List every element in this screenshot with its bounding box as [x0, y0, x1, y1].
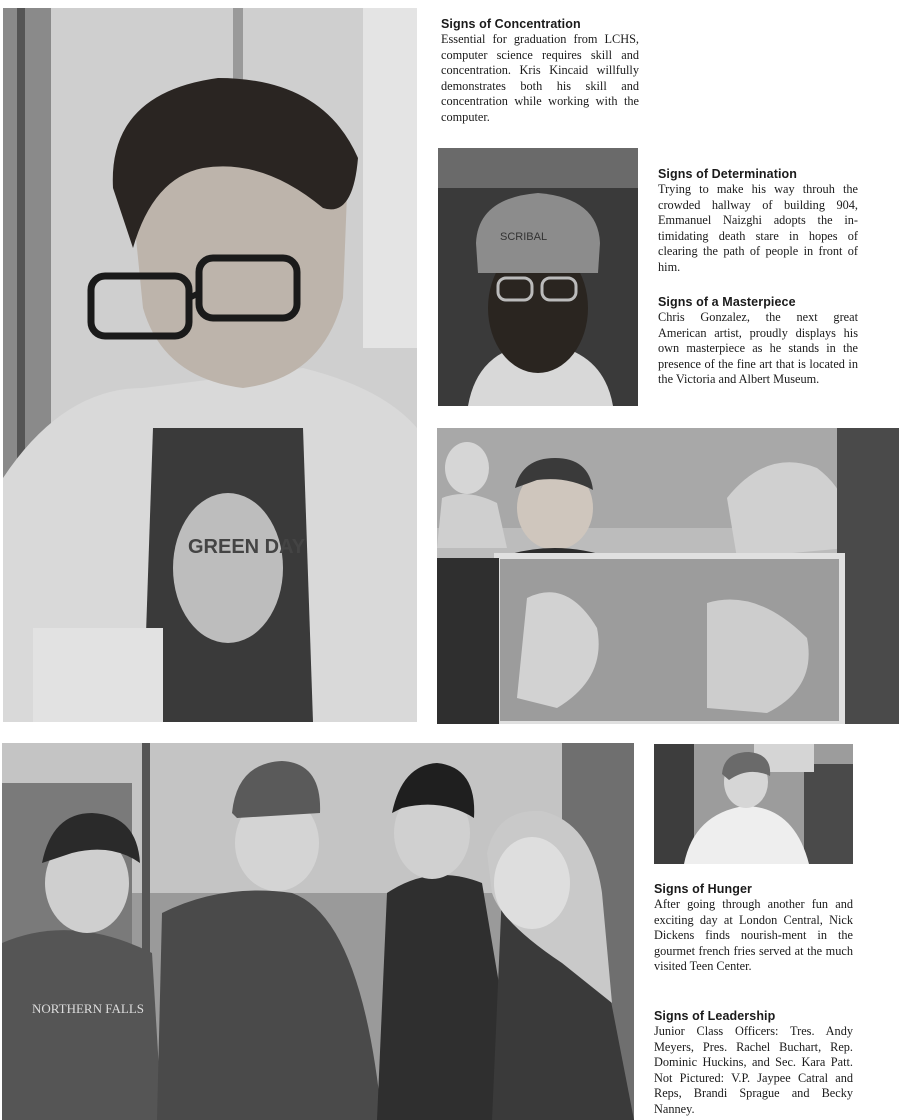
caption-determination: [658, 167, 858, 275]
caption-determination-body: Trying to make his way throuh the crowded hallway of building 904, Emmanuel Naizghi adopts the in-timidating death stare in hopes of clearing the path of people in front of him.: [658, 182, 858, 274]
photo-junior-class-officers: [2, 743, 634, 1120]
sweatshirt-print-text: NORTHERN FALLS: [32, 1001, 145, 1016]
photo-nick-dickens: [654, 744, 853, 864]
caption-hunger-title: Signs of Hunger: [654, 882, 753, 896]
caption-masterpiece-title: Signs of a Masterpiece: [658, 295, 796, 309]
caption-concentration-body: Essential for graduation from LCHS, computer science requires skill and concentration. Kris Kincaid willfully demonstrates both his skill and concentration while working with the computer.: [441, 32, 639, 124]
caption-leadership: [654, 1009, 853, 1117]
caption-hunger-body: After going through another fun and exciting day at London Central, Nick Dickens finds nourish-ment in the gourmet french fries served at the much visited Teen Center.: [654, 897, 853, 973]
caption-masterpiece: [658, 295, 858, 388]
photo-chris-gonzalez: [437, 428, 899, 724]
photo-emmanuel-naizghi: [438, 148, 638, 406]
shirt-print-text: GREEN DAY: [188, 536, 306, 558]
photo-kris-kincaid: [3, 8, 417, 722]
hat-print-text: SCRIBAL: [500, 231, 548, 243]
caption-determination-title: Signs of Determination: [658, 167, 798, 181]
caption-concentration-title: Signs of Concentration: [441, 17, 581, 31]
caption-masterpiece-body: Chris Gonzalez, the next great American artist, proudly displays his own masterpiece as he stands in the presence of the fine art that is located in the Victoria and Albert Museum.: [658, 310, 858, 386]
caption-leadership-title: Signs of Leadership: [654, 1009, 776, 1023]
caption-leadership-body: Junior Class Officers: Tres. Andy Meyers, Pres. Rachel Buchart, Rep. Dominic Huckins, and Sec. Kara Patt. Not Pictured: V.P. Jaypee Catral and Reps, Brandi Sprague and Becky Nanney.: [654, 1024, 853, 1116]
caption-hunger: [654, 882, 853, 975]
caption-concentration: [441, 17, 639, 125]
